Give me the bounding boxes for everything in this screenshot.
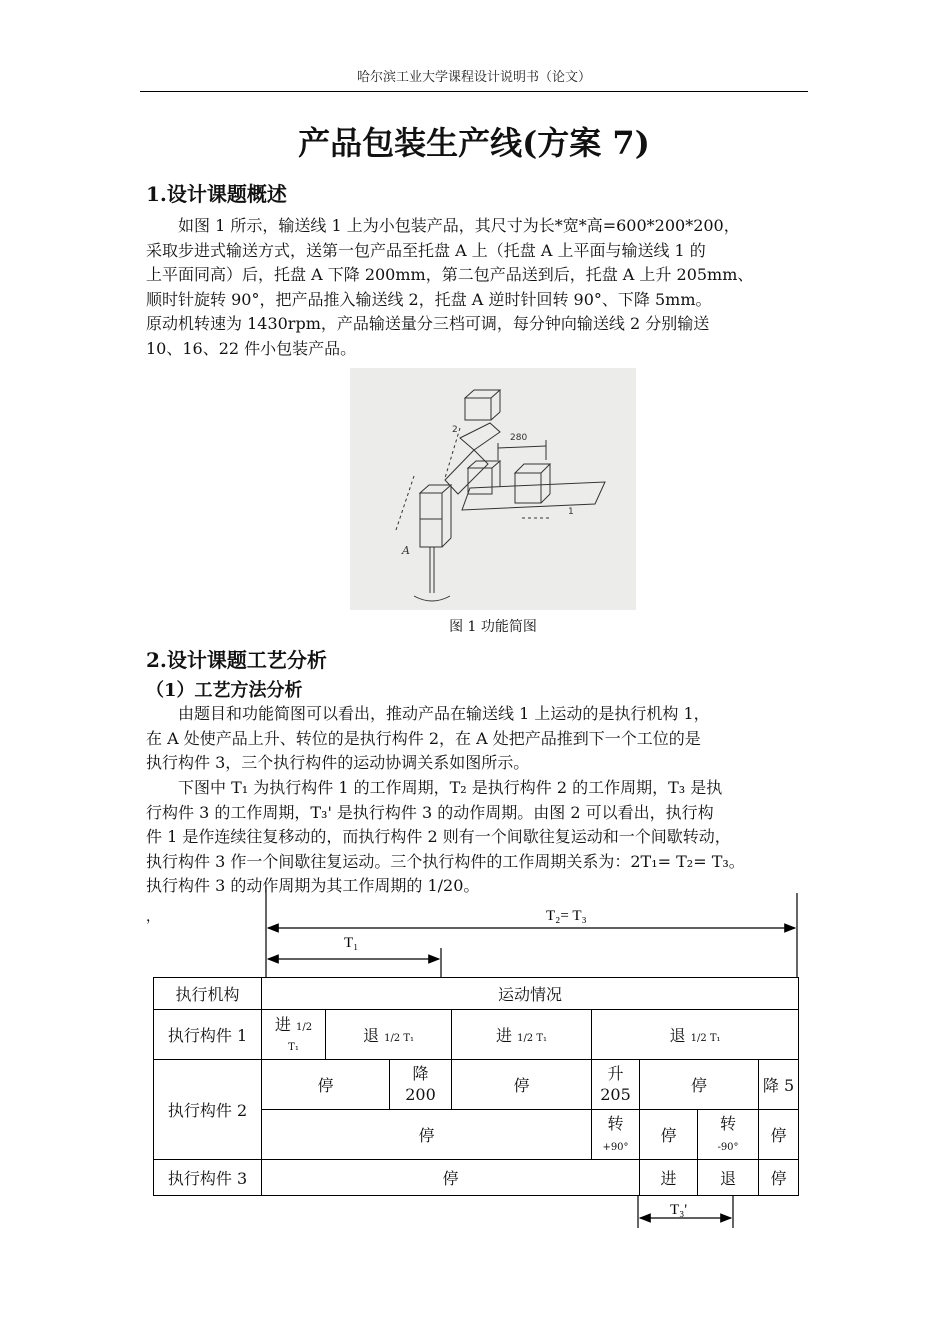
- cell-stop: 停: [640, 1110, 698, 1160]
- text-line: 由题目和功能简图可以看出，推动产品在输送线 1 上运动的是执行机构 1，: [178, 704, 710, 723]
- table-row: [154, 1160, 799, 1196]
- section2-heading: 2.设计课题工艺分析: [146, 648, 327, 672]
- motion-coordination-table: [153, 977, 799, 1196]
- text-line: 下图中 T₁ 为执行构件 1 的工作周期，T₂ 是执行构件 2 的工作周期，T₃ 是执: [178, 778, 723, 797]
- cell-text: 进: [495, 1026, 512, 1045]
- document-title: 产品包装生产线(方案 7): [298, 124, 650, 162]
- text-line: 执行构件 3，三个执行构件的运动协调关系如图所示。: [146, 753, 530, 773]
- cell-stop: 停: [262, 1160, 640, 1196]
- dimension-label-280: 280: [510, 433, 528, 443]
- cell-text: 退: [669, 1026, 686, 1045]
- text-line: 如图 1 所示，输送线 1 上为小包装产品，其尺寸为长*宽*高=600*200*200，: [178, 216, 740, 235]
- subsection-heading: （1）工艺方法分析: [146, 680, 303, 701]
- text-line: 执行构件 3 作一个间歇往复运动。三个执行构件的工作周期关系为：2T₁= T₂= T₃。: [146, 851, 745, 871]
- cell-text: 转: [719, 1113, 736, 1133]
- cell-advance: [452, 1010, 592, 1060]
- t2-t3-label: T₂= T₃: [546, 908, 587, 924]
- cell-text: 1/2 T₁: [517, 1033, 548, 1044]
- cell-text: 升: [607, 1063, 624, 1083]
- text-line: 原动机转速为 1430rpm，产品输送量分三档可调，每分钟向输送线 2 分别输送: [146, 314, 710, 334]
- text-line: 在 A 处使产品上升、转位的是执行构件 2，在 A 处把产品推到下一个工位的是: [146, 728, 701, 748]
- stray-comma: ，: [146, 909, 160, 925]
- table-header-motion: 运动情况: [262, 978, 799, 1010]
- cell-rotate-minus-90: [698, 1110, 759, 1160]
- cell-text: +90°: [602, 1141, 629, 1153]
- table-row: [154, 978, 799, 1010]
- cell-retreat: [592, 1010, 799, 1060]
- row-label-actuator-1: 执行构件 1: [154, 1010, 262, 1060]
- t3-prime-label: T₃': [670, 1202, 688, 1218]
- conveyor-2-label: 2: [452, 425, 458, 435]
- cell-text: 退: [362, 1026, 379, 1045]
- cell-lower-200: [390, 1060, 452, 1110]
- cell-text: 200: [405, 1084, 436, 1104]
- table-row: [154, 1010, 799, 1060]
- row-label-actuator-3: 执行构件 3: [154, 1160, 262, 1196]
- text-line: 采取步进式输送方式，送第一包产品至托盘 A 上（托盘 A 上平面与输送线 1 的: [146, 240, 706, 260]
- cell-rotate-plus-90: [592, 1110, 640, 1160]
- cell-text: 205: [600, 1084, 631, 1104]
- cell-text: 1/2 T₁: [690, 1033, 721, 1044]
- figure-caption: 图 1 功能简图: [449, 619, 537, 635]
- cell-advance: [262, 1010, 326, 1060]
- cell-retreat: [326, 1010, 452, 1060]
- table-row: [154, 1060, 799, 1110]
- table-header-mechanism: 执行机构: [154, 978, 262, 1010]
- cell-text: T₁: [288, 1041, 299, 1053]
- text-line: 执行构件 3 的动作周期为其工作周期的 1/20。: [146, 876, 480, 896]
- tray-a-label: A: [402, 544, 410, 557]
- conveyor-1-label: 1: [568, 507, 574, 517]
- text-line: 顺时针旋转 90°，把产品推入输送线 2，托盘 A 逆时针回转 90°、下降 5mm。: [146, 289, 712, 309]
- text-line: 上平面同高）后，托盘 A 下降 200mm，第二包产品送到后，托盘 A 上升 205mm、: [146, 265, 754, 285]
- cell-text: 1/2: [296, 1022, 313, 1034]
- section1-heading: 1.设计课题概述: [146, 182, 287, 206]
- t1-label: T₁: [344, 935, 359, 951]
- cell-stop: 停: [640, 1060, 759, 1110]
- cell-text: 降: [412, 1063, 429, 1083]
- cell-text: 转: [607, 1113, 624, 1133]
- cell-stop: 停: [262, 1060, 390, 1110]
- cell-stop: 停: [262, 1110, 592, 1160]
- page-header: 哈尔滨工业大学课程设计说明书（论文）: [356, 70, 591, 85]
- cell-text: 进: [274, 1015, 291, 1035]
- cell-text: 1/2 T₁: [384, 1033, 415, 1044]
- text-line: 行构件 3 的工作周期，T₃' 是执行构件 3 的动作周期。由图 2 可以看出，执行构: [146, 802, 714, 822]
- cell-text: -90°: [717, 1141, 739, 1153]
- row-label-actuator-2: 执行构件 2: [154, 1060, 262, 1160]
- cell-raise-205: [592, 1060, 640, 1110]
- cell-retreat: 退: [698, 1160, 759, 1196]
- cell-stop: 停: [452, 1060, 592, 1110]
- cell-advance: 进: [640, 1160, 698, 1196]
- cell-stop: 停: [759, 1160, 799, 1196]
- cell-lower-5: 降 5: [759, 1060, 799, 1110]
- cell-stop: 停: [759, 1110, 799, 1160]
- text-line: 件 1 是作连续往复移动的，而执行构件 2 则有一个间歇往复运动和一个间歇转动，: [146, 827, 731, 847]
- text-line: 10、16、22 件小包装产品。: [146, 338, 357, 358]
